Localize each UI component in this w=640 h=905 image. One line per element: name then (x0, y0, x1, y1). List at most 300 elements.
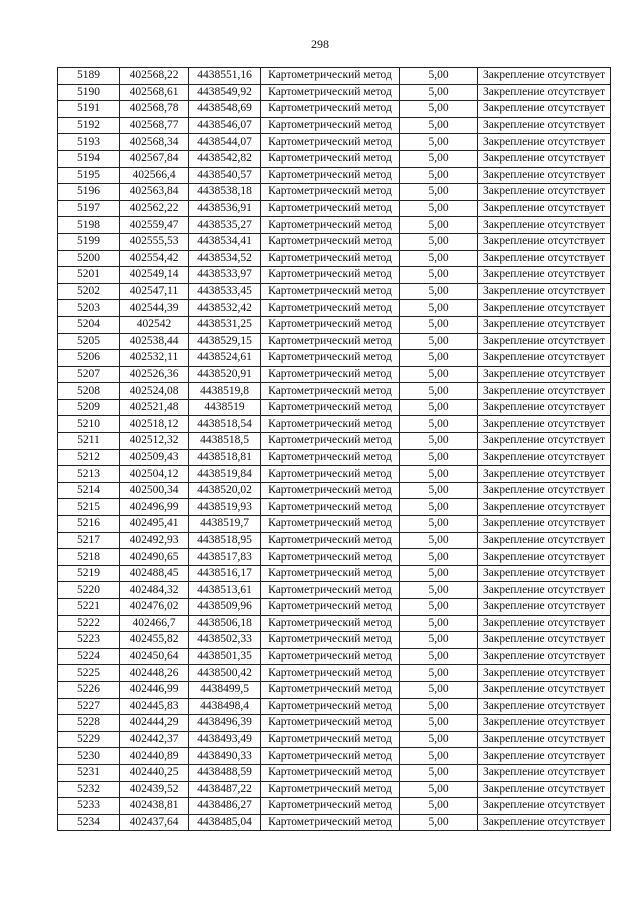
point-number: 5231 (58, 764, 120, 781)
table-row (58, 632, 611, 649)
coordinate-x: 402500,34 (120, 482, 189, 499)
point-number: 5229 (58, 731, 120, 748)
determination-method: Картометрический метод (261, 532, 400, 549)
table-row (58, 333, 611, 350)
fixation-description: Закрепление отсутствует (478, 532, 611, 549)
determination-method: Картометрический метод (261, 84, 400, 101)
fixation-description: Закрепление отсутствует (478, 599, 611, 616)
coordinate-x: 402567,84 (120, 150, 189, 167)
fixation-description: Закрепление отсутствует (478, 715, 611, 732)
mean-square-error: 5,00 (400, 117, 478, 134)
fixation-description: Закрепление отсутствует (478, 68, 611, 85)
fixation-description: Закрепление отсутствует (478, 117, 611, 134)
coordinate-x: 402566,4 (120, 167, 189, 184)
coordinate-x: 402455,82 (120, 632, 189, 649)
mean-square-error: 5,00 (400, 798, 478, 815)
table-row (58, 117, 611, 134)
coordinate-x: 402440,25 (120, 764, 189, 781)
mean-square-error: 5,00 (400, 466, 478, 483)
mean-square-error: 5,00 (400, 565, 478, 582)
fixation-description: Закрепление отсутствует (478, 366, 611, 383)
determination-method: Картометрический метод (261, 167, 400, 184)
fixation-description: Закрепление отсутствует (478, 416, 611, 433)
coordinate-y: 4438531,25 (189, 316, 261, 333)
mean-square-error: 5,00 (400, 814, 478, 831)
fixation-description: Закрепление отсутствует (478, 333, 611, 350)
fixation-description: Закрепление отсутствует (478, 383, 611, 400)
determination-method: Картометрический метод (261, 764, 400, 781)
table-row (58, 615, 611, 632)
determination-method: Картометрический метод (261, 350, 400, 367)
mean-square-error: 5,00 (400, 599, 478, 616)
determination-method: Картометрический метод (261, 200, 400, 217)
coordinate-y: 4438518,5 (189, 433, 261, 450)
point-number: 5206 (58, 350, 120, 367)
determination-method: Картометрический метод (261, 516, 400, 533)
coordinate-y: 4438520,91 (189, 366, 261, 383)
table-row (58, 300, 611, 317)
mean-square-error: 5,00 (400, 333, 478, 350)
determination-method: Картометрический метод (261, 134, 400, 151)
determination-method: Картометрический метод (261, 449, 400, 466)
fixation-description: Закрепление отсутствует (478, 764, 611, 781)
determination-method: Картометрический метод (261, 300, 400, 317)
fixation-description: Закрепление отсутствует (478, 665, 611, 682)
fixation-description: Закрепление отсутствует (478, 549, 611, 566)
table-row (58, 499, 611, 516)
coordinate-x: 402568,34 (120, 134, 189, 151)
coordinate-y: 4438496,39 (189, 715, 261, 732)
coordinate-y: 4438500,42 (189, 665, 261, 682)
point-number: 5219 (58, 565, 120, 582)
fixation-description: Закрепление отсутствует (478, 350, 611, 367)
mean-square-error: 5,00 (400, 748, 478, 765)
coordinate-x: 402521,48 (120, 399, 189, 416)
determination-method: Картометрический метод (261, 731, 400, 748)
coordinate-x: 402544,39 (120, 300, 189, 317)
mean-square-error: 5,00 (400, 499, 478, 516)
point-number: 5218 (58, 549, 120, 566)
determination-method: Картометрический метод (261, 582, 400, 599)
table-row (58, 383, 611, 400)
mean-square-error: 5,00 (400, 665, 478, 682)
mean-square-error: 5,00 (400, 233, 478, 250)
page-number: 298 (311, 37, 329, 51)
table-row (58, 698, 611, 715)
coordinate-x: 402542 (120, 316, 189, 333)
fixation-description: Закрепление отсутствует (478, 681, 611, 698)
point-number: 5230 (58, 748, 120, 765)
fixation-description: Закрепление отсутствует (478, 698, 611, 715)
fixation-description: Закрепление отсутствует (478, 582, 611, 599)
coordinate-y: 4438533,45 (189, 283, 261, 300)
coordinate-y: 4438546,07 (189, 117, 261, 134)
coordinate-x: 402568,61 (120, 84, 189, 101)
coordinate-x: 402549,14 (120, 267, 189, 284)
point-number: 5198 (58, 217, 120, 234)
fixation-description: Закрепление отсутствует (478, 648, 611, 665)
table-row (58, 167, 611, 184)
table-row (58, 433, 611, 450)
coordinate-y: 4438519,84 (189, 466, 261, 483)
coordinate-y: 4438501,35 (189, 648, 261, 665)
point-number: 5234 (58, 814, 120, 831)
fixation-description: Закрепление отсутствует (478, 233, 611, 250)
mean-square-error: 5,00 (400, 217, 478, 234)
coordinate-x: 402446,99 (120, 681, 189, 698)
mean-square-error: 5,00 (400, 250, 478, 267)
determination-method: Картометрический метод (261, 698, 400, 715)
table-row (58, 316, 611, 333)
coordinate-y: 4438509,96 (189, 599, 261, 616)
determination-method: Картометрический метод (261, 499, 400, 516)
table-row (58, 184, 611, 201)
coordinate-x: 402495,41 (120, 516, 189, 533)
determination-method: Картометрический метод (261, 615, 400, 632)
determination-method: Картометрический метод (261, 814, 400, 831)
table-row (58, 399, 611, 416)
determination-method: Картометрический метод (261, 665, 400, 682)
determination-method: Картометрический метод (261, 283, 400, 300)
table-row (58, 150, 611, 167)
mean-square-error: 5,00 (400, 615, 478, 632)
fixation-description: Закрепление отсутствует (478, 615, 611, 632)
table-row (58, 466, 611, 483)
point-number: 5215 (58, 499, 120, 516)
determination-method: Картометрический метод (261, 150, 400, 167)
point-number: 5194 (58, 150, 120, 167)
coordinate-y: 4438493,49 (189, 731, 261, 748)
coordinate-x: 402448,26 (120, 665, 189, 682)
point-number: 5214 (58, 482, 120, 499)
coordinate-x: 402538,44 (120, 333, 189, 350)
fixation-description: Закрепление отсутствует (478, 200, 611, 217)
point-number: 5226 (58, 681, 120, 698)
mean-square-error: 5,00 (400, 532, 478, 549)
fixation-description: Закрепление отсутствует (478, 184, 611, 201)
coordinate-y: 4438490,33 (189, 748, 261, 765)
table-row (58, 350, 611, 367)
determination-method: Картометрический метод (261, 101, 400, 118)
coordinates-table (57, 67, 611, 831)
fixation-description: Закрепление отсутствует (478, 101, 611, 118)
point-number: 5221 (58, 599, 120, 616)
determination-method: Картометрический метод (261, 482, 400, 499)
determination-method: Картометрический метод (261, 184, 400, 201)
coordinate-y: 4438535,27 (189, 217, 261, 234)
coordinate-y: 4438517,83 (189, 549, 261, 566)
fixation-description: Закрепление отсутствует (478, 482, 611, 499)
coordinate-x: 402568,22 (120, 68, 189, 85)
fixation-description: Закрепление отсутствует (478, 267, 611, 284)
coordinate-y: 4438538,18 (189, 184, 261, 201)
mean-square-error: 5,00 (400, 399, 478, 416)
mean-square-error: 5,00 (400, 167, 478, 184)
table-row (58, 665, 611, 682)
table-row (58, 582, 611, 599)
table-row (58, 283, 611, 300)
coordinate-x: 402562,22 (120, 200, 189, 217)
determination-method: Картометрический метод (261, 648, 400, 665)
determination-method: Картометрический метод (261, 599, 400, 616)
mean-square-error: 5,00 (400, 731, 478, 748)
mean-square-error: 5,00 (400, 681, 478, 698)
mean-square-error: 5,00 (400, 549, 478, 566)
coordinate-x: 402524,08 (120, 383, 189, 400)
point-number: 5216 (58, 516, 120, 533)
determination-method: Картометрический метод (261, 715, 400, 732)
table-row (58, 599, 611, 616)
table-row (58, 748, 611, 765)
determination-method: Картометрический метод (261, 267, 400, 284)
fixation-description: Закрепление отсутствует (478, 632, 611, 649)
coordinate-x: 402488,45 (120, 565, 189, 582)
mean-square-error: 5,00 (400, 648, 478, 665)
determination-method: Картометрический метод (261, 383, 400, 400)
fixation-description: Закрепление отсутствует (478, 300, 611, 317)
table-row (58, 366, 611, 383)
point-number: 5205 (58, 333, 120, 350)
table-row (58, 798, 611, 815)
coordinate-x: 402547,11 (120, 283, 189, 300)
determination-method: Картометрический метод (261, 681, 400, 698)
fixation-description: Закрепление отсутствует (478, 250, 611, 267)
coordinate-x: 402476,02 (120, 599, 189, 616)
fixation-description: Закрепление отсутствует (478, 814, 611, 831)
point-number: 5204 (58, 316, 120, 333)
mean-square-error: 5,00 (400, 516, 478, 533)
point-number: 5209 (58, 399, 120, 416)
fixation-description: Закрепление отсутствует (478, 731, 611, 748)
fixation-description: Закрепление отсутствует (478, 748, 611, 765)
coordinate-x: 402437,64 (120, 814, 189, 831)
point-number: 5212 (58, 449, 120, 466)
coordinate-y: 4438516,17 (189, 565, 261, 582)
point-number: 5192 (58, 117, 120, 134)
table-row (58, 449, 611, 466)
determination-method: Картометрический метод (261, 466, 400, 483)
point-number: 5202 (58, 283, 120, 300)
fixation-description: Закрепление отсутствует (478, 283, 611, 300)
fixation-description: Закрепление отсутствует (478, 134, 611, 151)
point-number: 5232 (58, 781, 120, 798)
table-row (58, 267, 611, 284)
coordinate-y: 4438485,04 (189, 814, 261, 831)
fixation-description: Закрепление отсутствует (478, 499, 611, 516)
fixation-description: Закрепление отсутствует (478, 84, 611, 101)
point-number: 5196 (58, 184, 120, 201)
mean-square-error: 5,00 (400, 68, 478, 85)
table-row (58, 681, 611, 698)
coordinate-y: 4438533,97 (189, 267, 261, 284)
mean-square-error: 5,00 (400, 366, 478, 383)
mean-square-error: 5,00 (400, 632, 478, 649)
determination-method: Картометрический метод (261, 433, 400, 450)
mean-square-error: 5,00 (400, 101, 478, 118)
coordinate-y: 4438542,82 (189, 150, 261, 167)
determination-method: Картометрический метод (261, 333, 400, 350)
coordinate-y: 4438551,16 (189, 68, 261, 85)
fixation-description: Закрепление отсутствует (478, 167, 611, 184)
coordinate-y: 4438534,41 (189, 233, 261, 250)
coordinate-x: 402450,64 (120, 648, 189, 665)
table-row (58, 482, 611, 499)
determination-method: Картометрический метод (261, 632, 400, 649)
point-number: 5189 (58, 68, 120, 85)
coordinate-x: 402440,89 (120, 748, 189, 765)
coordinate-y: 4438518,54 (189, 416, 261, 433)
coordinate-x: 402444,29 (120, 715, 189, 732)
determination-method: Картометрический метод (261, 748, 400, 765)
fixation-description: Закрепление отсутствует (478, 433, 611, 450)
table-row (58, 648, 611, 665)
mean-square-error: 5,00 (400, 449, 478, 466)
determination-method: Картометрический метод (261, 117, 400, 134)
mean-square-error: 5,00 (400, 267, 478, 284)
coordinate-y: 4438544,07 (189, 134, 261, 151)
coordinate-y: 4438518,95 (189, 532, 261, 549)
table-row (58, 233, 611, 250)
mean-square-error: 5,00 (400, 84, 478, 101)
point-number: 5213 (58, 466, 120, 483)
table-row (58, 416, 611, 433)
mean-square-error: 5,00 (400, 433, 478, 450)
coordinate-x: 402509,43 (120, 449, 189, 466)
mean-square-error: 5,00 (400, 582, 478, 599)
coordinate-x: 402512,32 (120, 433, 189, 450)
coordinate-y: 4438499,5 (189, 681, 261, 698)
coordinate-x: 402492,93 (120, 532, 189, 549)
mean-square-error: 5,00 (400, 184, 478, 201)
point-number: 5193 (58, 134, 120, 151)
coordinate-x: 402532,11 (120, 350, 189, 367)
coordinate-y: 4438486,27 (189, 798, 261, 815)
fixation-description: Закрепление отсутствует (478, 150, 611, 167)
fixation-description: Закрепление отсутствует (478, 449, 611, 466)
point-number: 5227 (58, 698, 120, 715)
fixation-description: Закрепление отсутствует (478, 565, 611, 582)
table-row (58, 814, 611, 831)
determination-method: Картометрический метод (261, 565, 400, 582)
coordinate-x: 402445,83 (120, 698, 189, 715)
mean-square-error: 5,00 (400, 764, 478, 781)
point-number: 5233 (58, 798, 120, 815)
determination-method: Картометрический метод (261, 250, 400, 267)
table-row (58, 516, 611, 533)
point-number: 5200 (58, 250, 120, 267)
mean-square-error: 5,00 (400, 715, 478, 732)
point-number: 5211 (58, 433, 120, 450)
coordinate-y: 4438536,91 (189, 200, 261, 217)
table-row (58, 781, 611, 798)
coordinate-x: 402554,42 (120, 250, 189, 267)
coordinate-y: 4438532,42 (189, 300, 261, 317)
coordinate-x: 402466,7 (120, 615, 189, 632)
mean-square-error: 5,00 (400, 316, 478, 333)
coordinate-y: 4438540,57 (189, 167, 261, 184)
coordinate-y: 4438518,81 (189, 449, 261, 466)
fixation-description: Закрепление отсутствует (478, 516, 611, 533)
fixation-description: Закрепление отсутствует (478, 399, 611, 416)
coordinate-x: 402563,84 (120, 184, 189, 201)
mean-square-error: 5,00 (400, 283, 478, 300)
coordinate-x: 402438,81 (120, 798, 189, 815)
determination-method: Картометрический метод (261, 399, 400, 416)
coordinate-y: 4438519,8 (189, 383, 261, 400)
table-row (58, 250, 611, 267)
point-number: 5210 (58, 416, 120, 433)
coordinate-x: 402496,99 (120, 499, 189, 516)
fixation-description: Закрепление отсутствует (478, 798, 611, 815)
determination-method: Картометрический метод (261, 316, 400, 333)
coordinate-y: 4438498,4 (189, 698, 261, 715)
table-row (58, 200, 611, 217)
table-row (58, 731, 611, 748)
mean-square-error: 5,00 (400, 781, 478, 798)
table-row (58, 217, 611, 234)
mean-square-error: 5,00 (400, 200, 478, 217)
determination-method: Картометрический метод (261, 366, 400, 383)
determination-method: Картометрический метод (261, 549, 400, 566)
coordinate-y: 4438529,15 (189, 333, 261, 350)
coordinate-x: 402490,65 (120, 549, 189, 566)
point-number: 5201 (58, 267, 120, 284)
mean-square-error: 5,00 (400, 134, 478, 151)
fixation-description: Закрепление отсутствует (478, 466, 611, 483)
coordinate-x: 402568,77 (120, 117, 189, 134)
table-row (58, 532, 611, 549)
mean-square-error: 5,00 (400, 482, 478, 499)
coordinate-x: 402504,12 (120, 466, 189, 483)
coordinate-x: 402559,47 (120, 217, 189, 234)
determination-method: Картометрический метод (261, 416, 400, 433)
point-number: 5199 (58, 233, 120, 250)
coordinate-y: 4438487,22 (189, 781, 261, 798)
fixation-description: Закрепление отсутствует (478, 217, 611, 234)
point-number: 5190 (58, 84, 120, 101)
fixation-description: Закрепление отсутствует (478, 781, 611, 798)
coordinates-table-body (58, 68, 611, 831)
point-number: 5223 (58, 632, 120, 649)
point-number: 5203 (58, 300, 120, 317)
point-number: 5222 (58, 615, 120, 632)
mean-square-error: 5,00 (400, 300, 478, 317)
point-number: 5195 (58, 167, 120, 184)
point-number: 5228 (58, 715, 120, 732)
determination-method: Картометрический метод (261, 68, 400, 85)
coordinate-y: 4438488,59 (189, 764, 261, 781)
coordinate-x: 402518,12 (120, 416, 189, 433)
point-number: 5225 (58, 665, 120, 682)
determination-method: Картометрический метод (261, 233, 400, 250)
coordinate-x: 402442,37 (120, 731, 189, 748)
mean-square-error: 5,00 (400, 383, 478, 400)
coordinate-x: 402568,78 (120, 101, 189, 118)
point-number: 5207 (58, 366, 120, 383)
table-row (58, 715, 611, 732)
table-row (58, 565, 611, 582)
coordinate-y: 4438548,69 (189, 101, 261, 118)
coordinate-y: 4438519 (189, 399, 261, 416)
mean-square-error: 5,00 (400, 416, 478, 433)
coordinate-x: 402555,53 (120, 233, 189, 250)
coordinate-y: 4438513,61 (189, 582, 261, 599)
determination-method: Картометрический метод (261, 217, 400, 234)
table-row (58, 134, 611, 151)
fixation-description: Закрепление отсутствует (478, 316, 611, 333)
table-row (58, 549, 611, 566)
coordinate-y: 4438506,18 (189, 615, 261, 632)
